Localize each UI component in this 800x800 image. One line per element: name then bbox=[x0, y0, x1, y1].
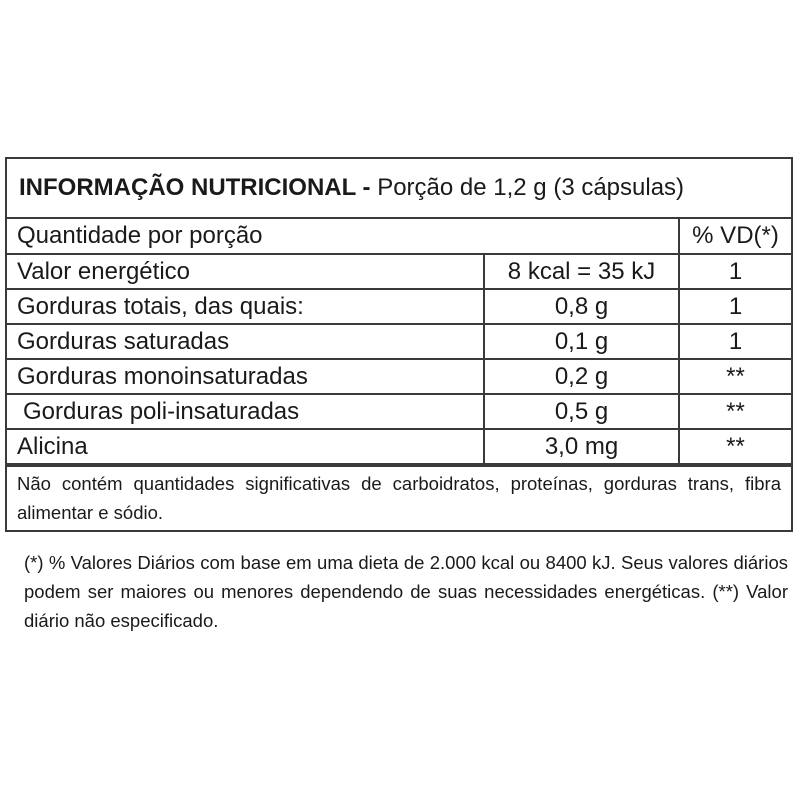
row-vd: 1 bbox=[679, 324, 791, 359]
header-vd-label: % VD(*) bbox=[679, 219, 791, 254]
row-value: 0,2 g bbox=[484, 359, 679, 394]
row-value: 0,8 g bbox=[484, 289, 679, 324]
table-row bbox=[7, 254, 791, 289]
table-row bbox=[7, 429, 791, 464]
nutrition-title bbox=[7, 159, 791, 219]
row-label: Gorduras totais, das quais: bbox=[7, 289, 484, 324]
row-value: 3,0 mg bbox=[484, 429, 679, 464]
row-value: 8 kcal = 35 kJ bbox=[484, 254, 679, 289]
daily-values-footnote: (*) % Valores Diários com base em uma dieta de 2.000 kcal ou 8400 kJ. Seus valores diários podem ser maiores ou menores dependendo de suas necessidades energéticas. (**) Valor diário não especificado. bbox=[24, 552, 788, 631]
row-vd: ** bbox=[679, 394, 791, 429]
row-label: Gorduras monoinsaturadas bbox=[7, 359, 484, 394]
table-row bbox=[7, 394, 791, 429]
row-vd: 1 bbox=[679, 254, 791, 289]
nutrition-facts-panel bbox=[5, 157, 793, 532]
insignificant-amounts-note: Não contém quantidades significativas de carboidratos, proteínas, gorduras trans, fibra alimentar e sódio. bbox=[7, 465, 791, 530]
table-row bbox=[7, 289, 791, 324]
nutrition-title-serving: Porção de 1,2 g (3 cápsulas) bbox=[370, 174, 685, 201]
nutrition-title-bold: INFORMAÇÃO NUTRICIONAL - bbox=[19, 174, 371, 201]
row-label: Gorduras poli-insaturadas bbox=[7, 394, 484, 429]
row-label: Gorduras saturadas bbox=[7, 324, 484, 359]
nutrition-table bbox=[7, 219, 791, 465]
table-header-row bbox=[7, 219, 791, 254]
row-label: Alicina bbox=[7, 429, 484, 464]
table-row bbox=[7, 324, 791, 359]
header-quantity-label: Quantidade por porção bbox=[7, 219, 679, 254]
row-vd: ** bbox=[679, 359, 791, 394]
row-value: 0,5 g bbox=[484, 394, 679, 429]
row-value: 0,1 g bbox=[484, 324, 679, 359]
row-vd: 1 bbox=[679, 289, 791, 324]
table-row bbox=[7, 359, 791, 394]
row-label: Valor energético bbox=[7, 254, 484, 289]
row-vd: ** bbox=[679, 429, 791, 464]
